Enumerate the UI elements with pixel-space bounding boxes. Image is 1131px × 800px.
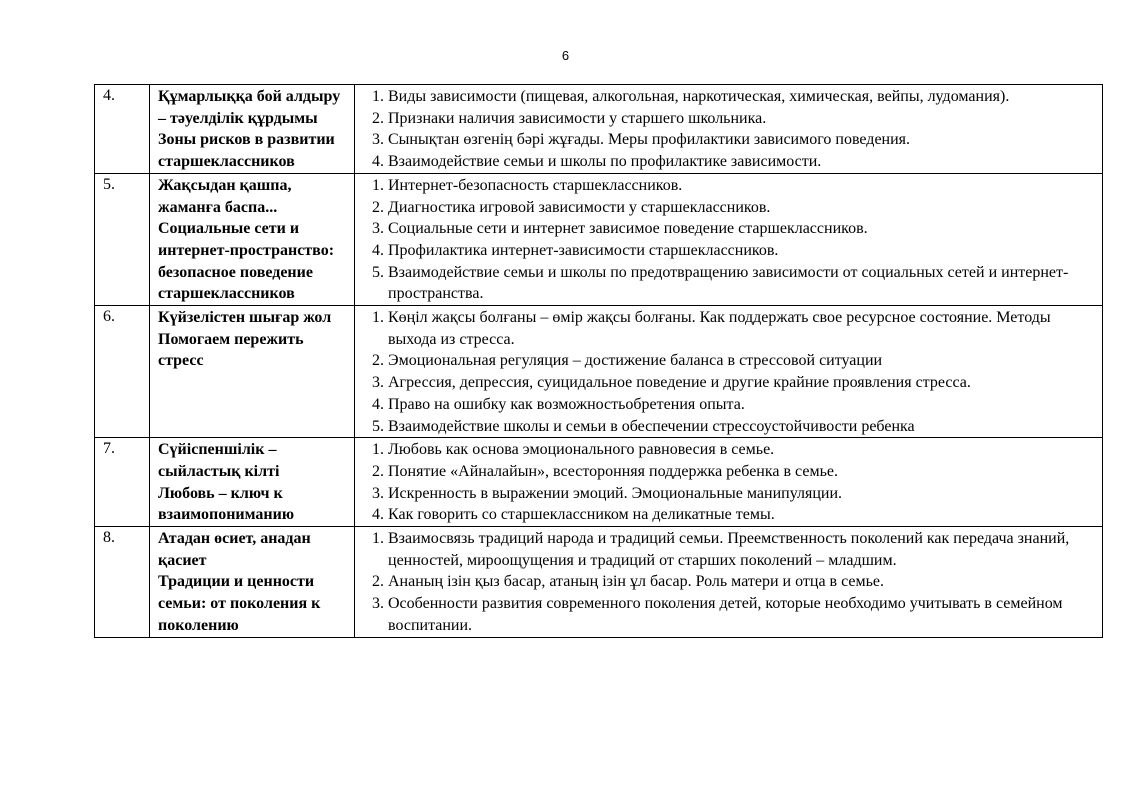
topic-title-kz: Атадан өсиет, анадан қасиет	[158, 530, 311, 569]
row-number: 8.	[95, 527, 150, 638]
items-cell	[355, 306, 1103, 438]
topic-title-ru: Социальные сети и интернет-пространство: безопасное поведение старшеклассников	[158, 220, 335, 303]
topic-cell	[150, 173, 355, 305]
item-list	[367, 307, 1096, 437]
topic-title-ru: Зоны рисков в развитии старшеклассников	[158, 131, 335, 171]
list-item: 1. Көңіл жақсы болғаны – өмір жақсы болғаны. Как поддержать свое ресурсное состояние. Методы выхода из стресса.	[388, 307, 1096, 350]
topic-cell	[150, 438, 355, 527]
items-cell	[355, 438, 1103, 527]
topic-title-ru: Любовь – ключ к взаимопониманию	[158, 484, 295, 524]
list-item: 1. Любовь как основа эмоционального равновесия в семье.	[388, 439, 1096, 461]
list-item: 1. Взаимосвязь традиций народа и традиций семьи. Преемственность поколений как передача знаний, ценностей, мироощущения и традиций от старших поколений – младшим.	[388, 528, 1096, 571]
table-row	[95, 173, 1103, 305]
items-cell	[355, 527, 1103, 638]
topic-cell	[150, 85, 355, 174]
list-item: 2. Ананың ізін қыз басар, атаның ізін ұл басар. Роль матери и отца в семье.	[388, 571, 1096, 593]
row-number: 7.	[95, 438, 150, 527]
table-row	[95, 438, 1103, 527]
list-item: 5. Взаимодействие школы и семьи в обеспечении стрессоустойчивости ребенка	[388, 416, 1096, 438]
items-cell	[355, 85, 1103, 174]
list-item: 5. Взаимодействие семьи и школы по предотвращению зависимости от социальных сетей и интернет-пространства.	[388, 262, 1096, 305]
list-item: 4. Профилактика интернет-зависимости старшеклассников.	[388, 240, 1096, 262]
curriculum-table	[94, 84, 1103, 638]
topic-title-ru: Помогаем пережить стресс	[158, 330, 304, 370]
list-item: 2. Понятие «Айналайын», всесторонняя поддержка ребенка в семье.	[388, 461, 1096, 483]
list-item: 1. Интернет-безопасность старшеклассников.	[388, 175, 1096, 197]
table-row	[95, 85, 1103, 174]
list-item: 2. Эмоциональная регуляция – достижение баланса в стрессовой ситуации	[388, 350, 1096, 372]
list-item: 3. Особенности развития современного поколения детей, которые необходимо учитывать в семейном воспитании.	[388, 593, 1096, 636]
topic-cell	[150, 306, 355, 438]
list-item: 3. Социальные сети и интернет зависимое поведение старшеклассников.	[388, 218, 1096, 240]
table-body	[95, 85, 1103, 638]
topic-cell	[150, 527, 355, 638]
list-item: 3. Агрессия, депрессия, суицидальное поведение и другие крайние проявления стресса.	[388, 372, 1096, 394]
topic-title-ru: Традиции и ценности семьи: от поколения к поколению	[158, 573, 321, 634]
list-item: 2. Диагностика игровой зависимости у старшеклассников.	[388, 197, 1096, 219]
table-row	[95, 527, 1103, 638]
page-number: 6	[561, 48, 570, 63]
list-item: 3. Искренность в выражении эмоций. Эмоциональные манипуляции.	[388, 483, 1096, 505]
list-item: 4. Взаимодействие семьи и школы по профилактике зависимости.	[388, 151, 1096, 173]
item-list	[367, 528, 1096, 637]
item-list	[367, 175, 1096, 305]
topic-title-kz: Құмарлыққа бой алдыру – тәуелділік құрдымы	[158, 88, 341, 127]
list-item: 1. Виды зависимости (пищевая, алкогольная, наркотическая, химическая, вейпы, лудомания).	[388, 86, 1096, 108]
topic-title-kz: Күйзелістен шығар жол	[158, 309, 332, 327]
topic-title-kz: Сүйіспеншілік – сыйластық кілті	[158, 441, 280, 480]
item-list	[367, 86, 1096, 173]
row-number: 6.	[95, 306, 150, 438]
list-item: 2. Признаки наличия зависимости у старшего школьника.	[388, 108, 1096, 130]
row-number: 5.	[95, 173, 150, 305]
list-item: 4. Право на ошибку как возможностьобретения опыта.	[388, 394, 1096, 416]
list-item: 4. Как говорить со старшеклассником на деликатные темы.	[388, 504, 1096, 526]
items-cell	[355, 173, 1103, 305]
topic-title-kz: Жақсыдан қашпа, жаманға баспа...	[158, 176, 292, 216]
list-item: 3. Сынықтан өзгенің бәрі жұғады. Меры профилактики зависимого поведения.	[388, 129, 1096, 151]
table-row	[95, 306, 1103, 438]
row-number: 4.	[95, 85, 150, 174]
item-list	[367, 439, 1096, 526]
